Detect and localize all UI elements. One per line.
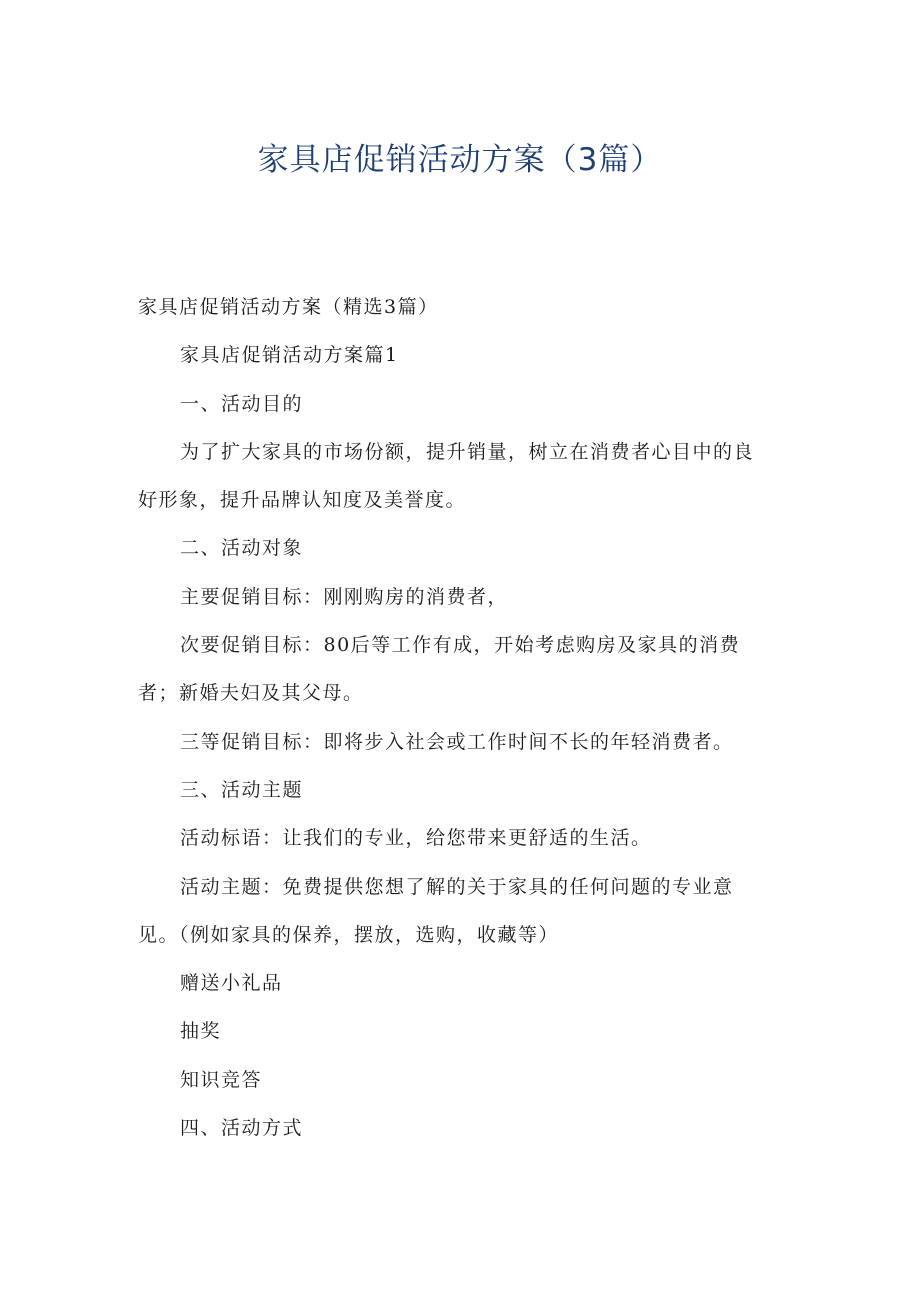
paragraph-secondary-target: 次要促销目标：80后等工作有成，开始考虑购房及家具的消费者；新婚夫妇及其父母。 xyxy=(138,634,741,705)
heading-activity-method: 四、活动方式 xyxy=(180,1117,304,1140)
heading-activity-purpose: 一、活动目的 xyxy=(180,392,304,415)
heading-activity-target: 二、活动对象 xyxy=(180,537,304,560)
list-item-lottery: 抽奖 xyxy=(180,1020,222,1043)
list-item-quiz: 知识竞答 xyxy=(180,1068,263,1091)
document-title: 家具店促销活动方案（3篇） xyxy=(257,142,663,178)
paragraph-section-heading: 家具店促销活动方案篇1 xyxy=(180,344,399,367)
paragraph-purpose: 为了扩大家具的市场份额，提升销量，树立在消费者心目中的良好形象，提升品牌认知度及美誉度。 xyxy=(138,440,755,512)
paragraph-slogan: 活动标语：让我们的专业，给您带来更舒适的生活。 xyxy=(180,827,652,850)
heading-activity-theme: 三、活动主题 xyxy=(180,778,304,801)
paragraph-tertiary-target: 三等促销目标：即将步入社会或工作时间不长的年轻消费者。 xyxy=(180,730,734,753)
list-item-gift: 赠送小礼品 xyxy=(180,972,283,995)
paragraph-subtitle: 家具店促销活动方案（精选3篇） xyxy=(138,296,439,318)
paragraph-primary-target: 主要促销目标：刚刚购房的消费者， xyxy=(180,585,509,608)
paragraph-theme: 活动主题：免费提供您想了解的关于家具的任何问题的专业意见。（例如家具的保养，摆放，选购，收藏等） xyxy=(138,875,734,946)
document-body xyxy=(138,283,770,1152)
